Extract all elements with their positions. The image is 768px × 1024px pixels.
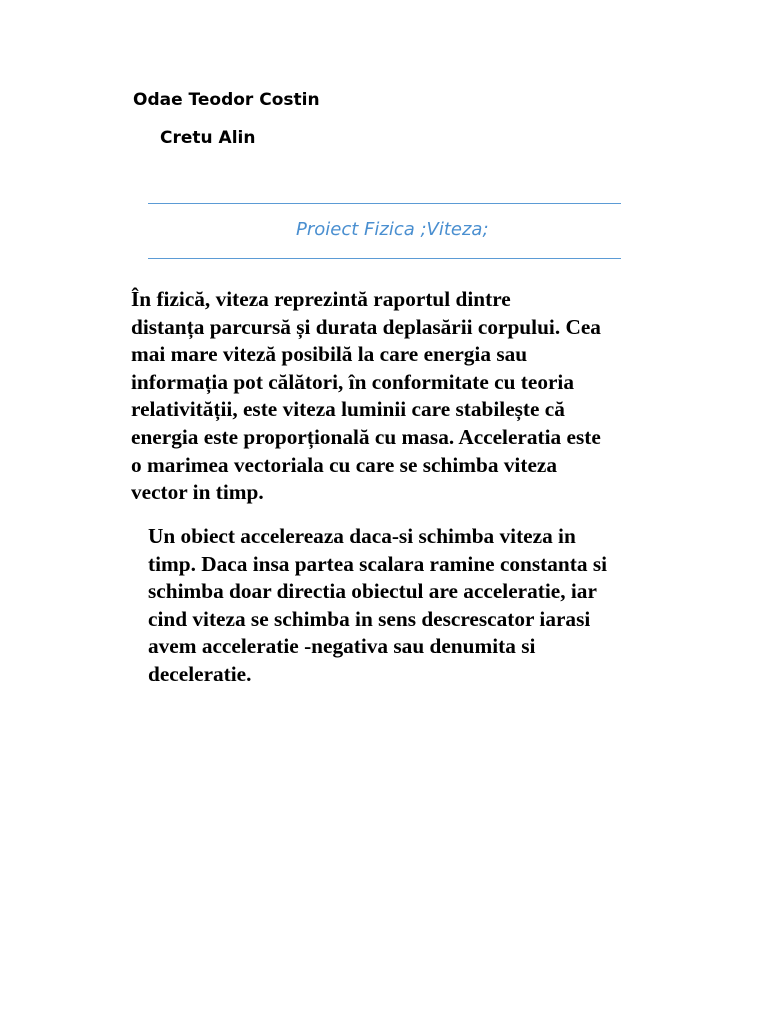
paragraph-2 — [91, 523, 681, 689]
paragraph-line: deceleratie. — [148, 661, 252, 686]
paragraph-line: În fizică, viteza reprezintă raportul dintre — [131, 287, 511, 311]
paragraph-line: timp. Daca insa partea scalara ramine constanta si — [148, 551, 608, 576]
paragraph-line: schimba doar directia obiectul are acceleratie, iar — [148, 579, 597, 604]
paragraph-line: cind viteza se schimba in sens descrescator iarasi — [148, 606, 591, 631]
title-bottom-rule — [148, 258, 621, 259]
title-top-rule — [148, 203, 621, 204]
author-name-2: Cretu Alin — [160, 128, 256, 148]
paragraph-1 — [91, 286, 681, 507]
paragraph-line: mai mare viteză posibilă la care energia sau — [131, 342, 528, 367]
paragraph-line: distanța parcursă și durata deplasării corpului. Cea — [131, 314, 601, 339]
paragraph-line: informația pot călători, în conformitate cu teoria — [131, 369, 574, 394]
paragraph-line: Un obiect accelereaza daca-si schimba viteza in — [148, 524, 576, 548]
paragraph-line: o marimea vectoriala cu care se schimba viteza — [131, 452, 557, 477]
document-title: Proiect Fizica ;Viteza; — [296, 219, 489, 240]
paragraph-line: energia este proporțională cu masa. Acceleratia este — [131, 424, 601, 449]
paragraph-line: relativității, este viteza luminii care stabilește că — [131, 397, 565, 422]
paragraph-line: vector in timp. — [131, 480, 264, 505]
author-name-1: Odae Teodor Costin — [133, 90, 320, 110]
paragraph-line: avem acceleratie -negativa sau denumita si — [148, 634, 536, 659]
